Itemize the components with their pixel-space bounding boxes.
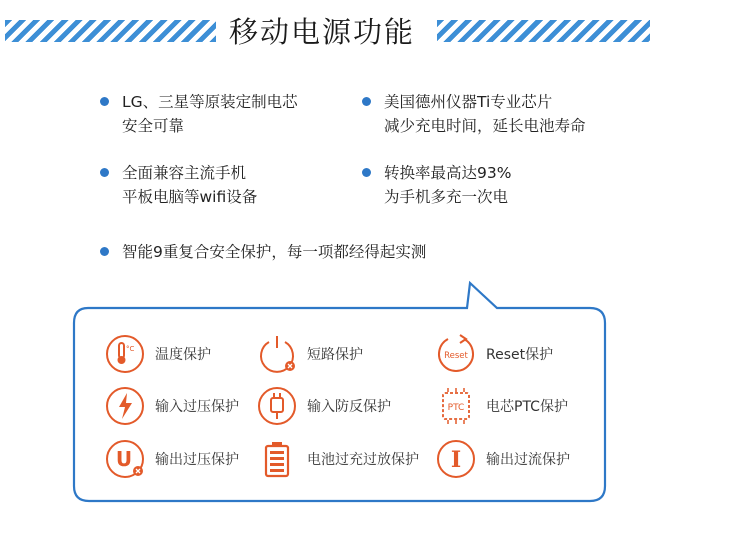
lightning-icon <box>105 386 145 426</box>
feature-item-compat: 全面兼容主流手机 平板电脑等wifi设备 <box>122 161 257 209</box>
protection-output-overvoltage: U 输出过压保护 <box>105 439 239 479</box>
svg-text:°C: °C <box>126 345 135 353</box>
protection-input-overvoltage: 输入过压保护 <box>105 386 239 426</box>
power-icon <box>257 334 297 374</box>
svg-text:U: U <box>115 447 133 471</box>
svg-text:I: I <box>450 447 462 473</box>
protection-output-overcurrent: I 输出过流保护 <box>436 439 570 479</box>
feature-item-battery: LG、三星等原装定制电芯 安全可靠 <box>122 90 298 138</box>
protection-battery: 电池过充过放保护 <box>257 439 419 479</box>
u-icon <box>105 439 145 479</box>
protection-input-reverse: 输入防反保护 <box>257 386 391 426</box>
plug-icon <box>257 386 297 426</box>
i-icon <box>436 439 476 479</box>
feature-item-chip: 美国德州仪器Ti专业芯片 减少充电时间，延长电池寿命 <box>384 90 586 138</box>
protection-short-circuit: 短路保护 <box>257 334 363 374</box>
reset-icon <box>436 334 476 374</box>
thermometer-icon <box>105 334 145 374</box>
battery-icon <box>257 439 297 479</box>
svg-text:PTC: PTC <box>447 403 465 413</box>
protection-temperature: °C 温度保护 <box>105 334 211 374</box>
svg-text:Reset: Reset <box>444 351 468 361</box>
protection-reset: Reset Reset保护 <box>436 334 553 374</box>
feature-item-efficiency: 转换率最高达93% 为手机多充一次电 <box>384 161 511 209</box>
protection-cell-ptc: PTC 电芯PTC保护 <box>436 386 568 426</box>
feature-item-protection: 智能9重复合安全保护，每一项都经得起实测 <box>122 240 426 264</box>
chip-icon <box>436 386 476 426</box>
page-title: 移动电源功能 <box>229 15 416 49</box>
